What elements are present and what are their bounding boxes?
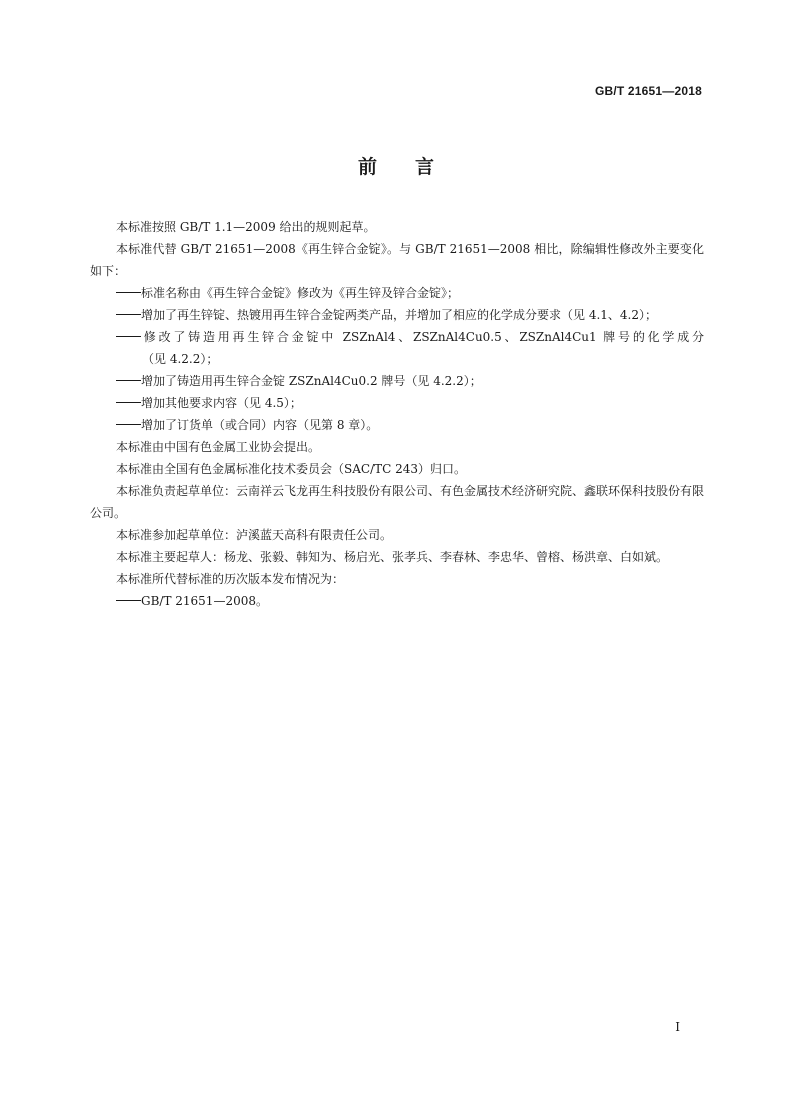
paragraph: 本标准主要起草人：杨龙、张毅、韩知为、杨启光、张孝兵、李春林、李忠华、曾榕、杨洪章、白如斌。 [116, 550, 669, 564]
list-item-text: 增加了订货单（或合同）内容（见第 8 章）。 [141, 418, 379, 432]
paragraph: 本标准所代替标准的历次版本发布情况为： [116, 572, 345, 586]
list-item [90, 304, 704, 326]
standard-code: GB/T 21651—2018 [594, 84, 702, 98]
list-item-text: 增加其他要求内容（见 4.5）； [141, 396, 302, 410]
dash-marker [116, 314, 141, 315]
page-title: 前言 [357, 156, 472, 178]
paragraph: 本标准由全国有色金属标准化技术委员会（SAC/TC 243）归口。 [116, 462, 467, 476]
dash-marker [116, 424, 141, 425]
list-item [90, 392, 704, 414]
list-item [90, 590, 704, 612]
paragraph: 本标准按照 GB/T 1.1—2009 给出的规则起草。 [116, 220, 376, 234]
paragraph: 本标准代替 GB/T 21651—2008《再生锌合金锭》。与 GB/T 21651—2008 相比，除编辑性修改外主要变化如下： [90, 242, 704, 278]
list-item-text: 增加了再生锌锭、热镀用再生锌合金锭两类产品，并增加了相应的化学成分要求（见 4.1、4.2）； [141, 308, 657, 322]
list-item [90, 282, 704, 304]
paragraph: 本标准参加起草单位：泸溪蓝天高科有限责任公司。 [116, 528, 393, 542]
dash-marker [116, 600, 141, 601]
dash-marker [116, 402, 141, 403]
page-number: I [675, 1020, 680, 1034]
dash-marker [116, 292, 141, 293]
list-item [90, 326, 704, 348]
paragraph: 本标准负责起草单位：云南祥云飞龙再生科技股份有限公司、有色金属技术经济研究院、鑫联环保科技股份有限公司。 [90, 484, 705, 520]
list-item-text: 标准名称由《再生锌合金锭》修改为《再生锌及锌合金锭》； [141, 286, 460, 300]
foreword-body [90, 216, 704, 612]
list-item-continuation [90, 348, 704, 370]
dash-marker [116, 336, 141, 337]
list-item-text: GB/T 21651—2008。 [141, 594, 268, 608]
dash-marker [116, 380, 141, 381]
list-item-text: 增加了铸造用再生锌合金锭 ZSZnAl4Cu0.2 牌号（见 4.2.2）； [141, 374, 482, 388]
paragraph: 本标准由中国有色金属工业协会提出。 [116, 440, 321, 454]
list-item-text: 修改了铸造用再生锌合金锭中 ZSZnAl4、ZSZnAl4Cu0.5、ZSZnAl4Cu1 牌号的化学成分 [141, 330, 704, 344]
list-item [90, 370, 704, 392]
list-item [90, 414, 704, 436]
list-item-text: （见 4.2.2）； [142, 352, 219, 366]
